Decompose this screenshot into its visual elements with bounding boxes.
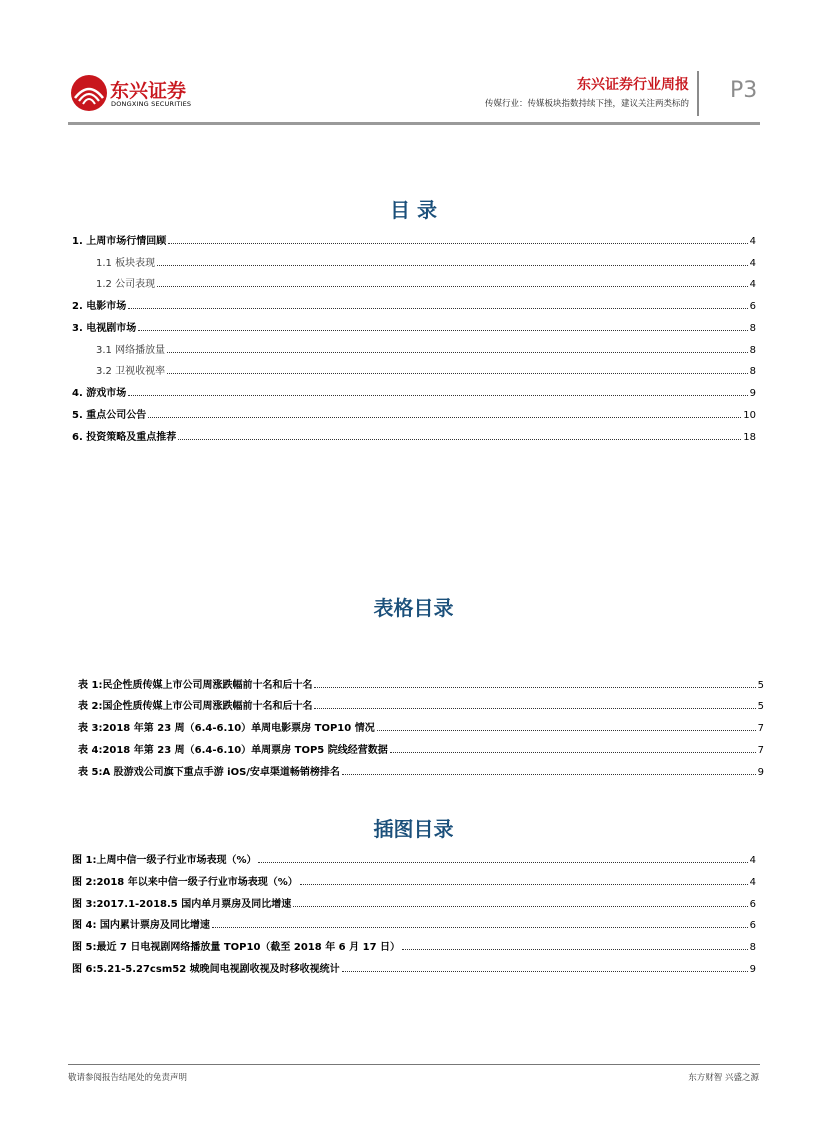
toc-item-label: 1. 上周市场行情回顾 xyxy=(72,236,167,247)
figure-item-page: 6 xyxy=(749,899,756,910)
report-title: 东兴证券行业周报 xyxy=(577,77,689,93)
figure-list-item[interactable] xyxy=(72,937,756,953)
leader-dots xyxy=(390,751,756,753)
figure-list-item[interactable] xyxy=(72,850,756,866)
leader-dots xyxy=(168,242,747,244)
table-item-page: 5 xyxy=(757,680,764,691)
header-rule xyxy=(68,122,760,125)
figure-list-item[interactable] xyxy=(72,872,756,888)
leader-dots xyxy=(157,264,748,266)
figure-item-label: 图 5:最近 7 日电视剧网络播放量 TOP10（截至 2018 年 6 月 17 日） xyxy=(72,942,401,953)
toc-item-page: 8 xyxy=(749,345,756,356)
toc-item-page: 9 xyxy=(749,388,756,399)
table-item-page: 9 xyxy=(757,767,764,778)
toc-item-label: 5. 重点公司公告 xyxy=(72,410,147,421)
toc-item-label: 2. 电影市场 xyxy=(72,301,127,312)
figure-list-item[interactable] xyxy=(72,915,756,931)
toc-item[interactable] xyxy=(72,231,756,247)
figure-list-item[interactable] xyxy=(72,894,756,910)
leader-dots xyxy=(157,285,748,287)
table-item-label: 表 1:民企性质传媒上市公司周涨跌幅前十名和后十名 xyxy=(78,680,313,691)
leader-dots xyxy=(167,372,748,374)
toc-item[interactable] xyxy=(72,318,756,334)
toc-heading: 目 录 xyxy=(390,198,437,222)
figure-item-label: 图 2:2018 年以来中信一级子行业市场表现（%） xyxy=(72,877,298,888)
figure-list-item[interactable] xyxy=(72,959,756,975)
leader-dots xyxy=(258,861,747,863)
toc-item-label: 3.1 网络播放量 xyxy=(96,345,166,356)
leader-dots xyxy=(128,307,747,309)
figure-item-page: 9 xyxy=(749,964,756,975)
figures-heading: 插图目录 xyxy=(373,817,454,841)
leader-dots xyxy=(377,729,756,731)
figure-item-label: 图 6:5.21-5.27csm52 城晚间电视剧收视及时移收视统计 xyxy=(72,964,340,975)
table-item-label: 表 2:国企性质传媒上市公司周涨跌幅前十名和后十名 xyxy=(78,701,313,712)
table-item-page: 7 xyxy=(757,745,764,756)
figure-item-label: 图 4: 国内累计票房及同比增速 xyxy=(72,920,210,931)
table-item-label: 表 3:2018 年第 23 周（6.4-6.10）单周电影票房 TOP10 情况 xyxy=(78,723,375,734)
toc-item-label: 3.2 卫视收视率 xyxy=(96,366,166,377)
logo-english-name: DONGXING SECURITIES xyxy=(111,100,192,108)
leader-dots xyxy=(342,970,748,972)
table-list-item[interactable] xyxy=(78,696,764,712)
table-list-item[interactable] xyxy=(78,675,764,691)
toc-item-page: 4 xyxy=(749,258,756,269)
figure-item-page: 8 xyxy=(749,942,756,953)
toc-item[interactable] xyxy=(72,383,756,399)
toc-item[interactable] xyxy=(96,340,756,356)
page-number: P3 xyxy=(730,78,758,103)
tables-heading: 表格目录 xyxy=(373,596,454,620)
toc-item[interactable] xyxy=(96,361,756,377)
leader-dots xyxy=(402,948,748,950)
footer-slogan: 东方财智 兴盛之源 xyxy=(688,1073,759,1083)
toc-item-page: 6 xyxy=(749,301,756,312)
header-divider xyxy=(697,71,699,116)
toc-item[interactable] xyxy=(96,274,756,290)
toc-item-label: 6. 投资策略及重点推荐 xyxy=(72,432,177,443)
leader-dots xyxy=(128,394,747,396)
figure-item-label: 图 3:2017.1-2018.5 国内单月票房及同比增速 xyxy=(72,899,292,910)
toc-item-label: 1.2 公司表现 xyxy=(96,279,156,290)
toc-item-page: 8 xyxy=(749,366,756,377)
leader-dots xyxy=(212,926,748,928)
leader-dots xyxy=(300,883,748,885)
toc-item-page: 4 xyxy=(749,236,756,247)
leader-dots xyxy=(167,351,748,353)
toc-item-label: 4. 游戏市场 xyxy=(72,388,127,399)
table-item-page: 7 xyxy=(757,723,764,734)
table-item-label: 表 5:A 股游戏公司旗下重点手游 iOS/安卓渠道畅销榜排名 xyxy=(78,767,340,778)
company-logo xyxy=(70,74,200,114)
toc-item[interactable] xyxy=(72,427,756,443)
leader-dots xyxy=(293,905,747,907)
footer-rule xyxy=(68,1064,760,1065)
figure-item-page: 6 xyxy=(749,920,756,931)
footer-disclaimer: 敬请参阅报告结尾处的免责声明 xyxy=(68,1073,188,1083)
toc-item-page: 8 xyxy=(749,323,756,334)
toc-item-label: 1.1 板块表现 xyxy=(96,258,156,269)
report-subtitle: 传媒行业：传媒板块指数持续下挫，建议关注两类标的 xyxy=(484,99,689,109)
leader-dots xyxy=(342,773,756,775)
toc-item[interactable] xyxy=(72,296,756,312)
toc-item[interactable] xyxy=(72,405,756,421)
toc-item-page: 4 xyxy=(749,279,756,290)
figure-item-page: 4 xyxy=(749,855,756,866)
toc-item-page: 18 xyxy=(743,432,756,443)
leader-dots xyxy=(178,438,741,440)
toc-item[interactable] xyxy=(96,253,756,269)
leader-dots xyxy=(148,416,741,418)
toc-item-page: 10 xyxy=(743,410,756,421)
leader-dots xyxy=(314,707,755,709)
leader-dots xyxy=(138,329,747,331)
table-item-page: 5 xyxy=(757,701,764,712)
logo-chinese-name: 东兴证券 xyxy=(110,80,187,102)
table-list-item[interactable] xyxy=(78,762,764,778)
toc-item-label: 3. 电视剧市场 xyxy=(72,323,137,334)
figure-item-label: 图 1:上周中信一级子行业市场表现（%） xyxy=(72,855,257,866)
table-item-label: 表 4:2018 年第 23 周（6.4-6.10）单周票房 TOP5 院线经营数据 xyxy=(78,745,388,756)
dongxing-logo-icon xyxy=(70,74,108,112)
table-list-item[interactable] xyxy=(78,718,764,734)
table-list-item[interactable] xyxy=(78,740,764,756)
leader-dots xyxy=(314,686,755,688)
figure-item-page: 4 xyxy=(749,877,756,888)
